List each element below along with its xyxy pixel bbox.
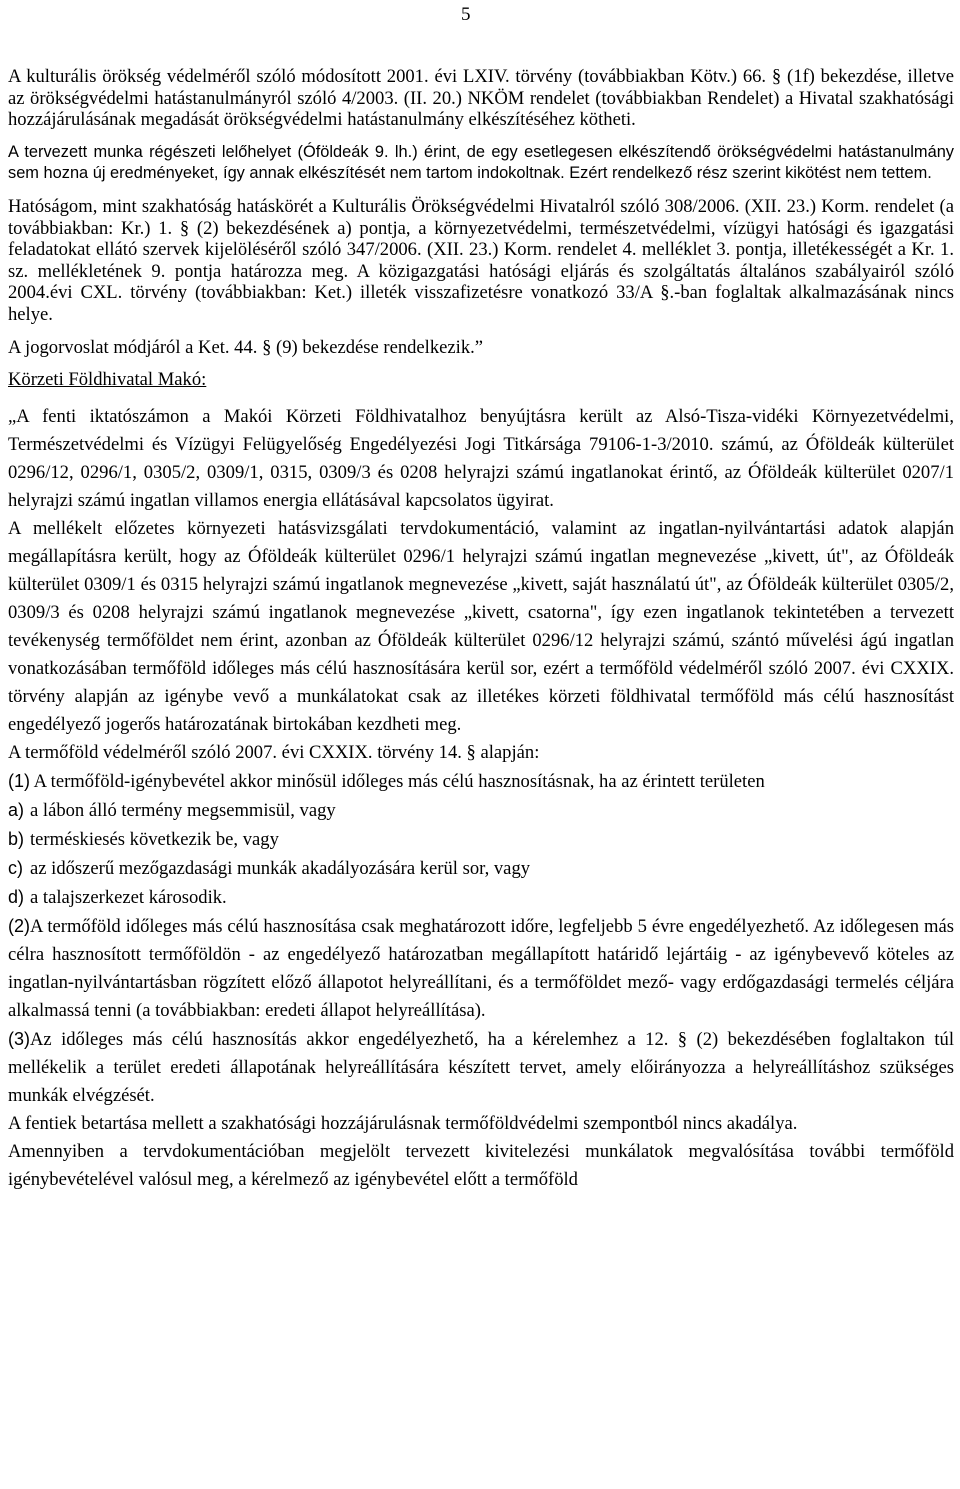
- list-item: c) az időszerű mezőgazdasági munkák akadályozására kerül sor, vagy: [8, 854, 954, 883]
- paragraph-regeszeti: A tervezett munka régészeti lelőhelyet (Óföldeák 9. lh.) érint, de egy esetlegesen elkészítendő örökségvédelmi hatástanulmány sem hozna új eredményeket, így annak elkészítését nem tartom indokoltnak. Ezért rendelkező rész szerint kikötést nem tettem.: [8, 142, 954, 183]
- paragraph-amennyiben: Amennyiben a tervdokumentációban megjelölt tervezett kivitelezési munkálatok megvalósítása további termőföld igénybevételével valósul meg, a kérelmező az igénybevétel előtt a termőföld: [8, 1140, 954, 1190]
- paragraph-ugyirat: „A fenti iktatószámon a Makói Körzeti Földhivatalhoz benyújtásra került az Alsó-Tisza-vidéki Környezetvédelmi, Természetvédelmi és Vízügyi Felügyelőség Engedélyezési Jogi Titkársága 79106-1-3/2010. számú, az Óföldeák külterület 0296/12, 0296/1, 0305/2, 0309/1, 0315, 0309/3 és 0208 helyrajzi számú ingatlanokat érintő, az Óföldeák külterület 0207/1 helyrajzi számú ingatlan villamos energia ellátásával kapcsolatos ügyirat.: [8, 405, 954, 511]
- paragraph-megallapitas: A mellékelt előzetes környezeti hatásvizsgálati tervdokumentáció, valamint az ingatlan-nyilvántartási adatok alapján megállapításra került, hogy az Óföldeák külterület 0296/1 helyrajzi számú ingatlan megnevezése „kivett, út", az Óföldeák külterület 0309/1 és 0315 helyrajzi számú ingatlanok megnevezése „kivett, saját használatú út", az Óföldeák külterület 0305/2, 0309/3 és 0208 helyrajzi számú ingatlanok megnevezése „kivett, csatorna", így ezen ingatlanok tekintetében a tervezett tevékenység termőföldet nem érint, azonban az Óföldeák külterület 0296/12 helyrajzi számú, szántó művelési ágú ingatlan vonatkozásában termőföld időleges más célú hasznosítására kerül sor, ezért a termőföld védelméről szóló 2007. évi CXXIX. törvény alapján az igénybe vevő a munkálatokat csak az illetékes körzeti földhivatal termőföld más célú hasznosítást engedélyező jogerős határozatának birtokában kezdheti meg.: [8, 517, 954, 735]
- list-marker: (3): [8, 1028, 30, 1049]
- paragraph-jogorvoslat: A jogorvoslat módjáról a Ket. 44. § (9) bekezdése rendelkezik.”: [8, 336, 484, 358]
- list-marker: (1): [8, 770, 30, 791]
- list-item: (3)Az időleges más célú hasznosítás akkor engedélyezhető, ha a kérelemhez a 12. § (2) bekezdésében foglaltakon túl mellékelik a terület eredeti állapotának helyreállítására készített tervet, amely előirányozza a helyreállításhoz szükséges munkák elvégzését.: [8, 1025, 954, 1110]
- paragraph-conclusion: A fentiek betartása mellett a szakhatósági hozzájárulásnak termőföldvédelmi szempontból nincs akadálya.: [8, 1112, 798, 1134]
- list-marker: (2): [8, 915, 30, 936]
- list-item: d) a talajszerkezet károsodik.: [8, 883, 954, 912]
- paragraph-kotv: A kulturális örökség védelméről szóló módosított 2001. évi LXIV. törvény (továbbiakban Kötv.) 66. § (1f) bekezdése, illetve az örökségvédelmi hatástanulmányról szóló 4/2003. (II. 20.) NKÖM rendelet (továbbiakban Rendelet) a Hivatal szakhatósági hozzájárulásának megadását örökségvédelmi hatástanulmány elkészítéséhez kötheti.: [8, 66, 954, 131]
- law-list: [8, 767, 954, 1110]
- list-marker: c): [8, 857, 23, 878]
- list-item: b) terméskiesés következik be, vagy: [8, 825, 954, 854]
- paragraph-torveny-14: A termőföld védelméről szóló 2007. évi CXXIX. törvény 14. § alapján:: [8, 741, 540, 763]
- list-item: (2)A termőföld időleges más célú hasznosítása csak meghatározott időre, legfeljebb 5 évre engedélyezhető. Az időlegesen más célra hasznosított termőföldön - az engedélyező határozatban megállapított határidő lejártáig - az igénybevevő köteles az ingatlan-nyilvántartásban rögzített előző állapotot helyreállítani, és a termőföldet mező- vagy erdőgazdasági termelés céljára alkalmassá tenni (a továbbiakban: eredeti állapot helyreállítása).: [8, 912, 954, 1025]
- list-marker: b): [8, 828, 25, 849]
- document-body: [8, 66, 954, 1194]
- list-item: a) a lábon álló termény megsemmisül, vagy: [8, 796, 954, 825]
- section-heading-foldhivatal: Körzeti Földhivatal Makó:: [8, 369, 207, 391]
- paragraph-hatosag: Hatóságom, mint szakhatóság hatáskörét a Kulturális Örökségvédelmi Hivatalról szóló 308/2006. (XII. 23.) Korm. rendelet (a továbbiakban: Kr.) 1. § (2) bekezdésének a) pontja, a környezetvédelmi, természetvédelmi, vízügyi hatósági és igazgatási feladatokat ellátó szervek kijelöléséről szóló 347/2006. (XII. 23.) Korm. rendelet 4. melléklet 3. pontja, illetékességét a Kr. 1. sz. mellékletének 9. pontja határozza meg. A közigazgatási hatósági eljárás és szolgáltatás általános szabályairól szóló 2004.évi CXL. törvény (továbbiakban: Ket.) illeték visszafizetésre vonatkozó 33/A §.-ban foglaltak alkalmazásának nincs helye.: [8, 195, 954, 325]
- list-marker: d): [8, 886, 25, 907]
- list-item: (1) A termőföld-igénybevétel akkor minősül időleges más célú hasznosításnak, ha az érintett területen: [8, 767, 954, 796]
- page-number: 5: [461, 4, 471, 25]
- list-marker: a): [8, 799, 25, 820]
